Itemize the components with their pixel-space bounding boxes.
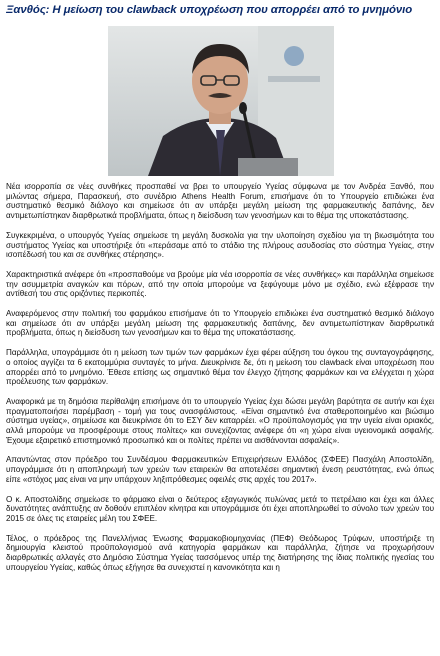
article-title: Ξανθός: Η μείωση του clawback υποχρέωση που απορρέει από το μνημόνιο	[6, 4, 413, 16]
speaker-photo-icon	[108, 26, 334, 176]
paragraph: Νέα ισορροπία σε νέες συνθήκες προσπαθεί να βρει το υπουργείο Υγείας σύμφωνα με τον Ανδρέα Ξανθό, που μιλώντας σήμερα, Παρασκευή, στο συνέδριο Athens Health Forum, επισήμανε ότι το Υπουργείο επιδιώκει ένα συστηματικό θεσμικό διάλογο και σημείωσε ότι αν υπάρξει μεγάλη μείωση της φαρμακευτικής δαπάνης, δεν αντιμετωπίστηκαν διαρθρωτικά προβλήματα, όπως η διείσδυση των γενοσήμων και το θέμα της υποκατάστασης.	[6, 182, 434, 221]
paragraph: Αναφερόμενος στην πολιτική του φαρμάκου επισήμανε ότι το Υπουργείο επιδιώκει ένα συστηματικό θεσμικό διάλογο και σημείωσε ότι αν υπάρξει μεγάλη μείωση της φαρμακευτικής δαπάνης, δεν αντιμετωπίστηκαν διαρθρωτικά προβλήματα, όπως η διείσδυση των γενοσήμων και το θέμα της υποκατάστασης.	[6, 309, 434, 338]
paragraph: Παράλληλα, υπογράμμισε ότι η μείωση των τιμών των φαρμάκων έχει φέρει αύξηση του όγκου της συνταγογράφησης, ο οποίος αγγίζει τα 6 εκατομμύρια συνταγές το μήνα. Διευκρίνισε δε, ότι η μείωση του clawback είναι υποχρέωση που απορρέει από το μνημόνιο. Έθεσε επίσης ως σημαντικό θέμα τον έλεγχο ζήτησης φαρμάκων και να ελέγχεται η χώρα προέλευσης των φαρμάκων.	[6, 348, 434, 387]
paragraph: Αναφορικά με τη δημόσια περίθαλψη επισήμανε ότι το υπουργείο Υγείας έχει δώσει μεγάλη βαρύτητα σε αυτήν και έχει πραγματοποιήσει παρέμβαση - τομή για τους ανασφάλιστους. «Είναι σημαντικό ένα σταθεροποιημένο και βιώσιμο σύστημα υγείας», σημείωσε και διευκρίνισε ότι το ΕΣΥ δεν καταρρέει. «Ο προϋπολογισμός για την υγεία είναι οριακός, αλλά μπορούμε να προσφέρουμε στους πολίτες» και συνεχίζοντας ανέφερε ότι «η χώρα είναι υγειονομικά ασφαλής. Έχουμε εξαιρετικό επιστημονικό προσωπικό και οι πολίτες πρέπει να αισθάνονται ασφαλείς».	[6, 396, 434, 445]
article-body	[6, 182, 434, 583]
paragraph: Χαρακτηριστικά ανέφερε ότι «προσπαθούμε να βρούμε μία νέα ισορροπία σε νέες συνθήκες» και παράλληλα σημείωσε την ασυμμετρία αναγκών και πόρων, από την οποία μπορούμε να ξεφύγουμε μόνο με σχέδιο, ενώ εξέφρασε την αντίθεσή του στις οριζόντιες περικοπές.	[6, 269, 434, 299]
article-photo	[108, 26, 334, 176]
paragraph: Απαντώντας στον πρόεδρο του Συνδέσμου Φαρμακευτικών Επιχειρήσεων Ελλάδος (ΣΦΕΕ) Πασχάλη Αποστολίδη, υπογράμμισε ότι η αποπληρωμή των χρεών των εταιρειών θα αποτελέσει σημαντική ένεση ρευστότητας, ενώ όπως είπε «στόχος μας είναι να μην υπάρχουν ληξιπρόθεσμες οφειλές στις αρχές του 2017».	[6, 455, 434, 484]
paragraph: Συγκεκριμένα, ο υπουργός Υγείας σημείωσε τη μεγάλη δυσκολία για την υλοποίηση σχεδίου για τη βιωσιμότητα του συστήματος Υγείας και υποστήριξε ότι «περάσαμε από το στάδιο της πλήρους ασυδοσίας στο σύστημα Υγείας, στην ισοπέδωσή του και σε συνθήκες στέρησης».	[6, 230, 434, 260]
paragraph: Τέλος, ο πρόεδρος της Πανελλήνιας Ένωσης Φαρμακοβιομηχανίας (ΠΕΦ) Θεόδωρος Τρύφων, υποστήριξε τη δημιουργία κλειστού προϋπολογισμού ανά κατηγορία φαρμάκων και παράλληλα, ζήτησε να προχωρήσουν διαρθρωτικές αλλαγές στο Δημόσιο Σύστημα Υγείας τασσόμενος υπέρ της διατήρησης της ίδιας πολιτικής ηγεσίας του υπουργείου Υγείας, καθώς όπως εξήγησε θα συνεχιστεί η κανονικότητα και η	[6, 533, 434, 572]
paragraph: Ο κ. Αποστολίδης σημείωσε το φάρμακο είναι ο δεύτερος εξαγωγικός πυλώνας μετά το πετρέλαιο και έχει και άλλες δυνατότητες ανάπτυξης αν δοθούν επιπλέον κίνητρα και υπογράμμισε ότι έχει αποπληρωθεί το σύνολο των χρεών του 2015 σε όλες τις εταιρείες μέλη του ΣΦΕΕ.	[6, 494, 434, 523]
